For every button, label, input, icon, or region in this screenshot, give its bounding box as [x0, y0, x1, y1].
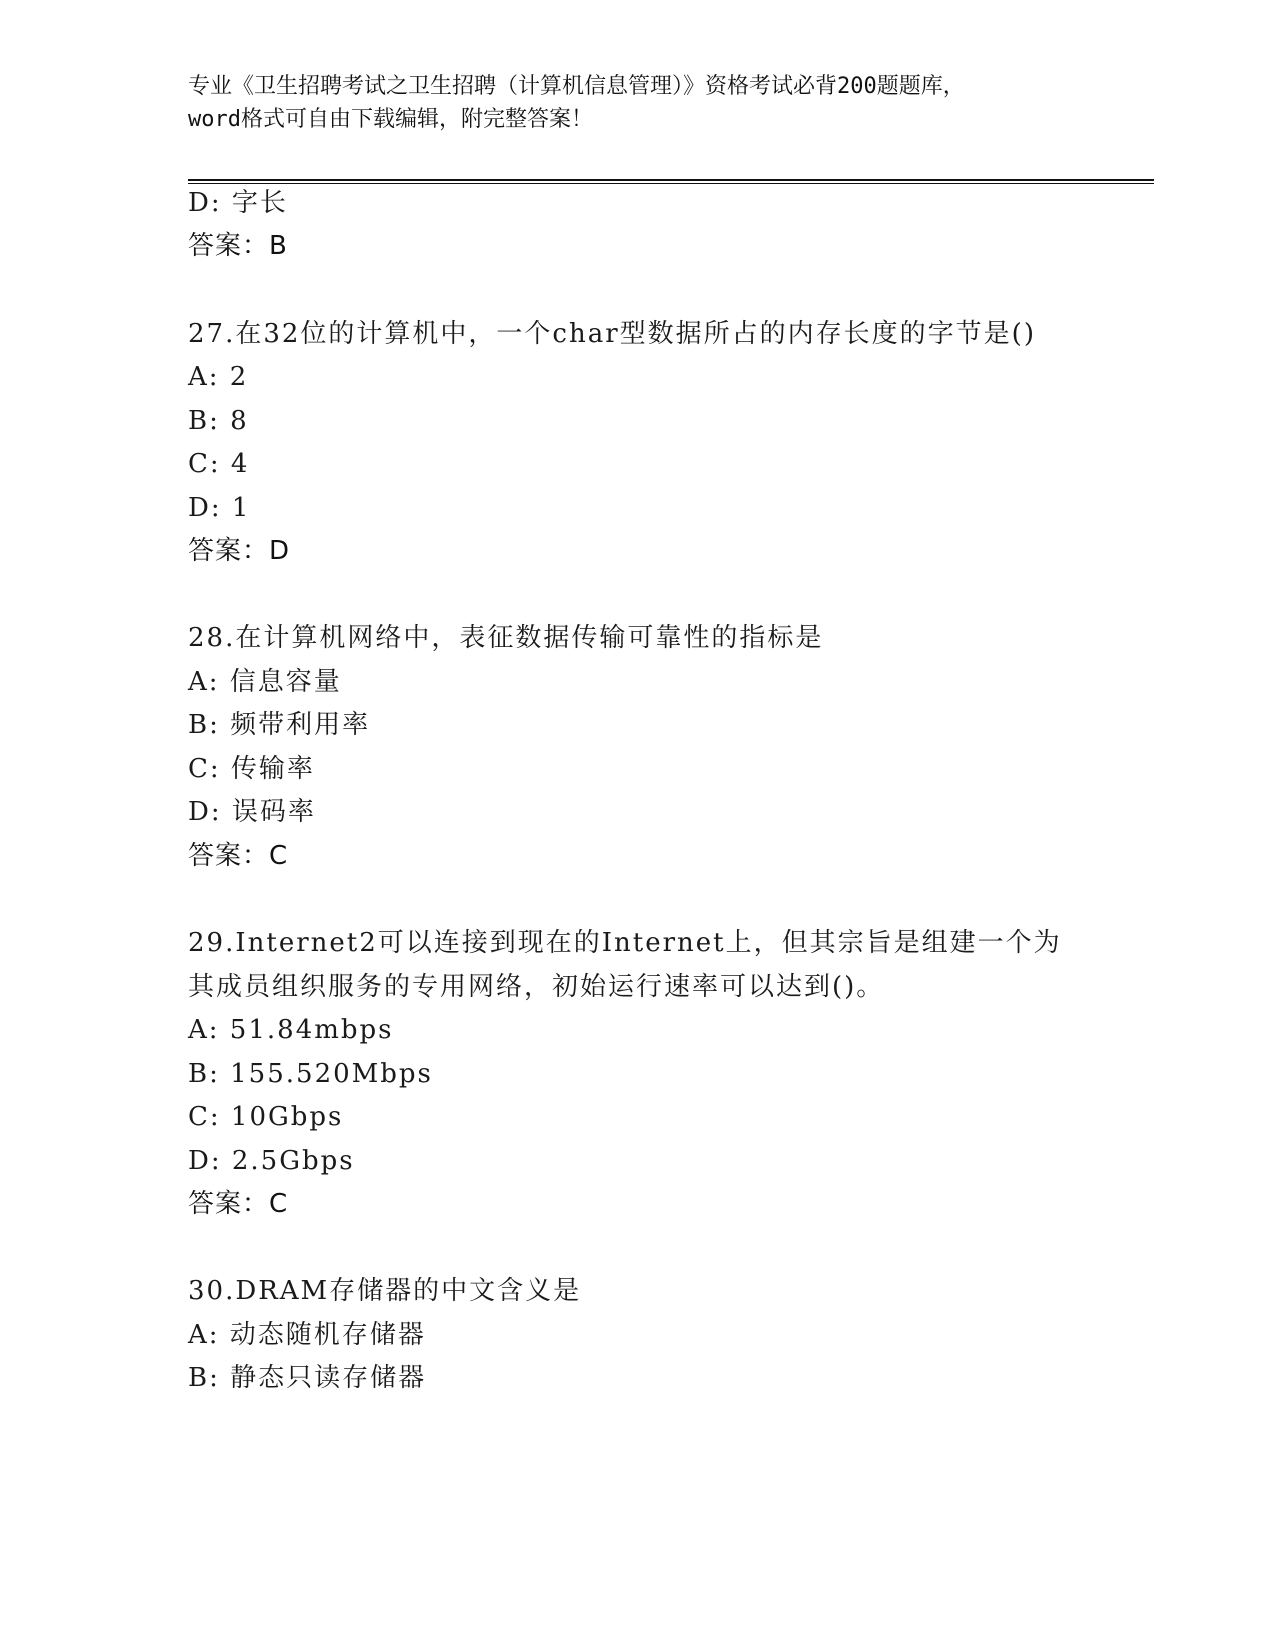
- q27-stem: 27.在32位的计算机中，一个char型数据所占的内存长度的字节是(): [188, 319, 1036, 349]
- q29-option-b: B: 155.520Mbps: [188, 1059, 433, 1089]
- q29-option-c: C: 10Gbps: [188, 1102, 344, 1132]
- q30-stem: 30.DRAM存储器的中文含义是: [188, 1276, 582, 1306]
- q29-stem-line-1: 29.Internet2可以连接到现在的Internet上，但其宗旨是组建一个为: [188, 928, 1062, 958]
- q28-option-b: B: 频带利用率: [188, 710, 371, 740]
- q27-option-a: A: 2: [188, 362, 249, 392]
- q28-stem: 28.在计算机网络中，表征数据传输可靠性的指标是: [188, 623, 824, 653]
- q27-option-b: B: 8: [188, 406, 249, 436]
- q29-option-a: A: 51.84mbps: [188, 1015, 394, 1045]
- q29-answer: 答案：C: [188, 1189, 289, 1219]
- q28-option-d: D: 误码率: [188, 797, 316, 827]
- header-divider: [188, 179, 1154, 184]
- prev-option-d: D: 字长: [188, 188, 288, 218]
- q30-option-a: A: 动态随机存储器: [188, 1320, 426, 1350]
- prev-answer: 答案：B: [188, 231, 288, 261]
- q29-option-d: D: 2.5Gbps: [188, 1146, 355, 1176]
- header-title-line-2: word格式可自由下载编辑，附完整答案！: [188, 107, 593, 132]
- q27-answer: 答案：D: [188, 536, 291, 566]
- q28-option-a: A: 信息容量: [188, 667, 342, 697]
- document-header: [188, 70, 1088, 136]
- q27-option-d: D: 1: [188, 493, 251, 523]
- q30-option-b: B: 静态只读存储器: [188, 1363, 427, 1393]
- header-title-line-1: 专业《卫生招聘考试之卫生招聘（计算机信息管理）》资格考试必背200题题库，: [188, 74, 965, 99]
- q27-option-c: C: 4: [188, 449, 250, 479]
- q28-answer: 答案：C: [188, 841, 289, 871]
- q28-option-c: C: 传输率: [188, 754, 315, 784]
- q29-stem-line-2: 其成员组织服务的专用网络，初始运行速率可以达到()。: [188, 972, 885, 1002]
